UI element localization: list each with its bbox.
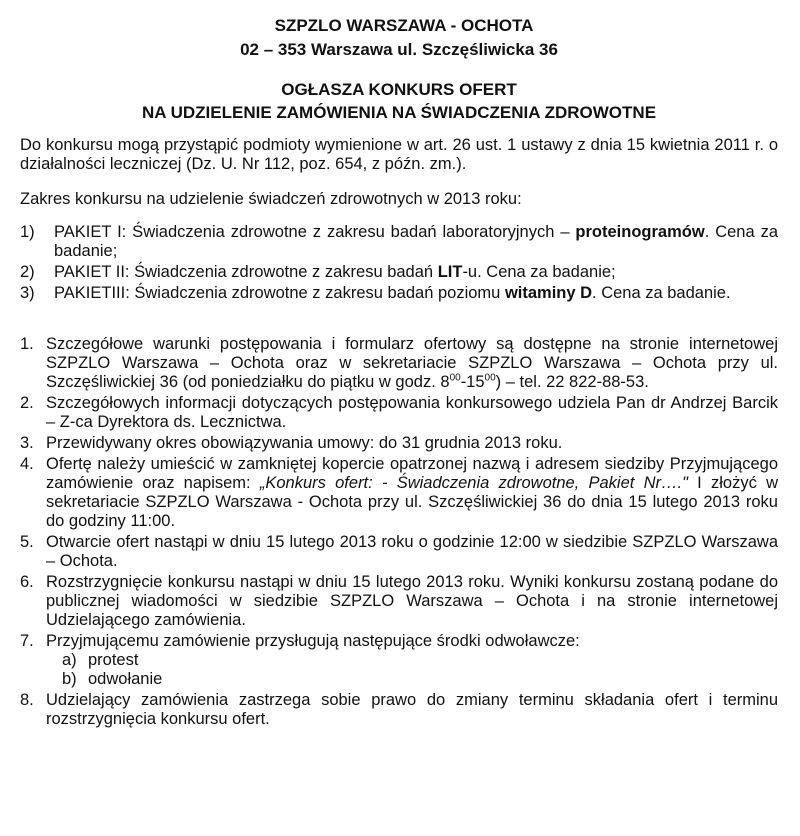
condition-number: 6.	[20, 573, 34, 591]
package-item	[20, 284, 778, 303]
condition-text: Przewidywany okres obowiązywania umowy: do 31 grudnia 2013 roku.	[46, 434, 563, 452]
condition-text-part: Szczegółowe warunki postępowania i formularz ofertowy są dostępne na stronie internetowej SZPZLO Warszawa – Ochota oraz w sekretariacie SZPZLO Warszawa – Ochota przy ul. Szczęśliwickiej 36 (od poniedziałku do piątku w godz. 8	[46, 335, 778, 391]
intro-paragraph: Do konkursu mogą przystąpić podmioty wymienione w art. 26 ust. 1 ustawy z dnia 15 kwietnia 2011 r. o działalności leczniczej (Dz. U. Nr 112, poz. 654, z późn. zm.).	[20, 136, 778, 173]
package-number: 3)	[20, 284, 35, 302]
condition-text-part: -15	[460, 373, 485, 391]
conditions-list	[20, 335, 778, 729]
announcement-title	[20, 78, 778, 124]
package-text-end: -u. Cena za badanie;	[462, 263, 616, 281]
condition-item	[20, 573, 778, 630]
package-text-end: . Cena za badanie.	[592, 284, 731, 302]
envelope-label: „Konkurs ofert: - Świadczenia zdrowotne, Pakiet Nr…."	[259, 474, 688, 492]
condition-item	[20, 335, 778, 392]
package-text-start: PAKIET I: Świadczenia zdrowotne z zakresu badań laboratoryjnych –	[54, 223, 576, 241]
package-item	[20, 263, 778, 282]
condition-number: 4.	[20, 455, 34, 473]
condition-item	[20, 533, 778, 571]
title-line-1: OGŁASZA KONKURS OFERT	[281, 80, 517, 99]
condition-number: 5.	[20, 533, 34, 551]
condition-text	[46, 632, 778, 689]
title-line-2: NA UDZIELENIE ZAMÓWIENIA NA ŚWIADCZENIA ZDROWOTNE	[141, 103, 657, 122]
condition-item	[20, 434, 778, 453]
package-highlight: proteinogramów	[575, 223, 705, 241]
condition-number: 7.	[20, 632, 34, 650]
remedy-letter: a)	[62, 651, 77, 669]
package-text	[54, 223, 778, 261]
package-number: 1)	[20, 223, 35, 241]
remedy-letter: b)	[62, 670, 77, 688]
package-number: 2)	[20, 263, 35, 281]
condition-text	[46, 455, 778, 531]
organization-address: 02 – 353 Warszawa ul. Szczęśliwicka 36	[240, 40, 558, 59]
condition-item	[20, 691, 778, 729]
condition-text: Otwarcie ofert nastąpi w dniu 15 lutego 2013 roku o godzinie 12:00 w siedzibie SZPZLO Warszawa – Ochota.	[46, 533, 778, 570]
condition-text-part: I złożyć w sekretariacie SZPZLO Warszawa - Ochota przy ul. Szczęśliwickiej 36 do dnia 15 lutego 2013 roku do godziny 11:00.	[46, 474, 778, 530]
remedy-text: protest	[88, 651, 139, 669]
condition-text-part: Przyjmującemu zamówienie przysługują następujące środki odwoławcze:	[46, 632, 580, 650]
condition-number: 2.	[20, 394, 34, 412]
condition-item	[20, 394, 778, 432]
package-list	[20, 223, 778, 303]
package-text-start: PAKIETIII: Świadczenia zdrowotne z zakresu badań poziomu	[54, 284, 505, 302]
condition-text: Rozstrzygnięcie konkursu nastąpi w dniu 15 lutego 2013 roku. Wyniki konkursu zostaną podane do publicznej wiadomości w siedzibie SZPZLO Warszawa – Ochota i na stronie internetowej Udzielającego zamówienia.	[46, 573, 778, 629]
package-text-end: . Cena za badanie;	[54, 223, 778, 260]
remedy-item	[62, 651, 778, 670]
condition-text-part: ) – tel. 22 822-88-53.	[495, 373, 649, 391]
condition-item	[20, 632, 778, 689]
condition-text: Udzielający zamówienia zastrzega sobie prawo do zmiany terminu składania ofert i terminu rozstrzygnięcia konkursu ofert.	[46, 691, 778, 728]
condition-number: 1.	[20, 335, 34, 353]
remedy-text: odwołanie	[88, 670, 163, 688]
condition-number: 8.	[20, 691, 34, 709]
condition-text: Szczegółowych informacji dotyczących postępowania konkursowego udziela Pan dr Andrzej Barcik – Z-ca Dyrektora ds. Lecznictwa.	[46, 394, 778, 431]
hour-superscript: 00	[449, 372, 461, 384]
package-item	[20, 223, 778, 261]
package-highlight: witaminy D	[504, 284, 593, 302]
condition-number: 3.	[20, 434, 34, 452]
condition-text-part: Ofertę należy umieścić w zamkniętej kopercie opatrzonej nazwą i adresem siedziby Przyjmującego zamówienie oraz napisem:	[46, 455, 778, 492]
package-text	[54, 284, 778, 303]
condition-text	[46, 335, 778, 392]
hour-superscript: 00	[484, 372, 496, 384]
scope-paragraph: Zakres konkursu na udzielenie świadczeń zdrowotnych w 2013 roku:	[20, 190, 522, 208]
remedy-item	[62, 670, 778, 689]
package-text	[54, 263, 778, 282]
package-highlight: LIT	[437, 263, 463, 281]
package-text-start: PAKIET II: Świadczenia zdrowotne z zakresu badań	[54, 263, 438, 281]
condition-item	[20, 455, 778, 531]
organization-name: SZPZLO WARSZAWA - OCHOTA	[274, 16, 534, 35]
